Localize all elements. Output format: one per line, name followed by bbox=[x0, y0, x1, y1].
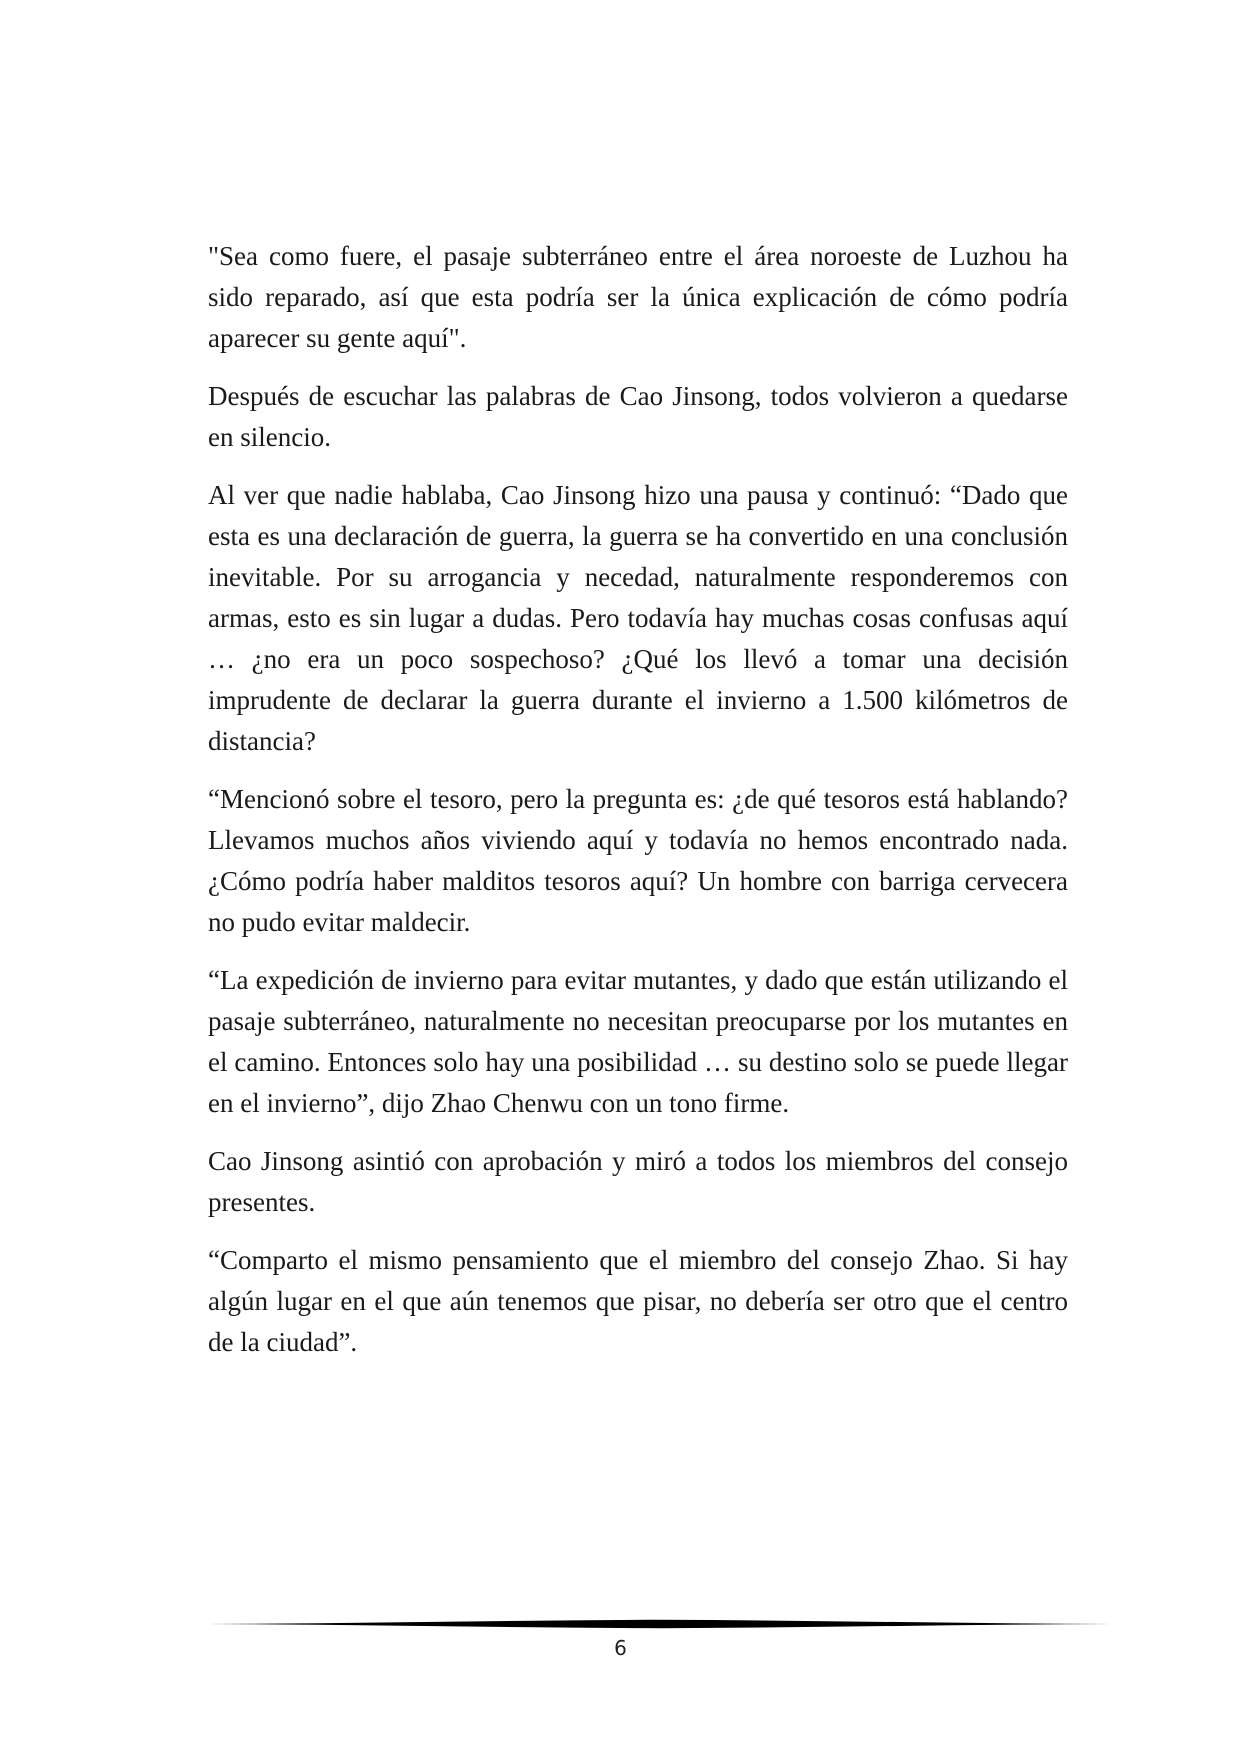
body-text bbox=[208, 236, 1068, 1380]
page-number: 6 bbox=[614, 1636, 627, 1660]
paragraph: “La expedición de invierno para evitar mutantes, y dado que están utilizando el pasaje subterráneo, naturalmente no necesitan preocuparse por los mutantes en el camino. Entonces solo hay una posibilidad … su destino solo se puede llegar en el invierno”, dijo Zhao Chenwu con un tono firme. bbox=[208, 965, 1068, 1118]
paragraph: Al ver que nadie hablaba, Cao Jinsong hizo una pausa y continuó: “Dado que esta es una declaración de guerra, la guerra se ha convertido en una conclusión inevitable. Por su arrogancia y necedad, naturalmente responderemos con armas, esto es sin lugar a dudas. Pero todavía hay muchas cosas confusas aquí … ¿no era un poco sospechoso? ¿Qué los llevó a tomar una decisión imprudente de declarar la guerra durante el invierno a 1.500 kilómetros de distancia? bbox=[208, 480, 1068, 756]
paragraph: “Comparto el mismo pensamiento que el miembro del consejo Zhao. Si hay algún lugar en el que aún tenemos que pisar, no debería ser otro que el centro de la ciudad”. bbox=[208, 1245, 1068, 1357]
footer-divider bbox=[208, 1618, 1112, 1630]
paragraph: Después de escuchar las palabras de Cao Jinsong, todos volvieron a quedarse en silencio. bbox=[208, 381, 1068, 452]
paragraph: Cao Jinsong asintió con aprobación y miró a todos los miembros del consejo presentes. bbox=[208, 1146, 1068, 1217]
paragraph: "Sea como fuere, el pasaje subterráneo entre el área noroeste de Luzhou ha sido reparado, así que esta podría ser la única explicación de cómo podría aparecer su gente aquí". bbox=[208, 241, 1068, 353]
paragraph: “Mencionó sobre el tesoro, pero la pregunta es: ¿de qué tesoros está hablando? Llevamos muchos años viviendo aquí y todavía no hemos encontrado nada. ¿Cómo podría haber malditos tesoros aquí? Un hombre con barriga cervecera no pudo evitar maldecir. bbox=[208, 784, 1068, 937]
